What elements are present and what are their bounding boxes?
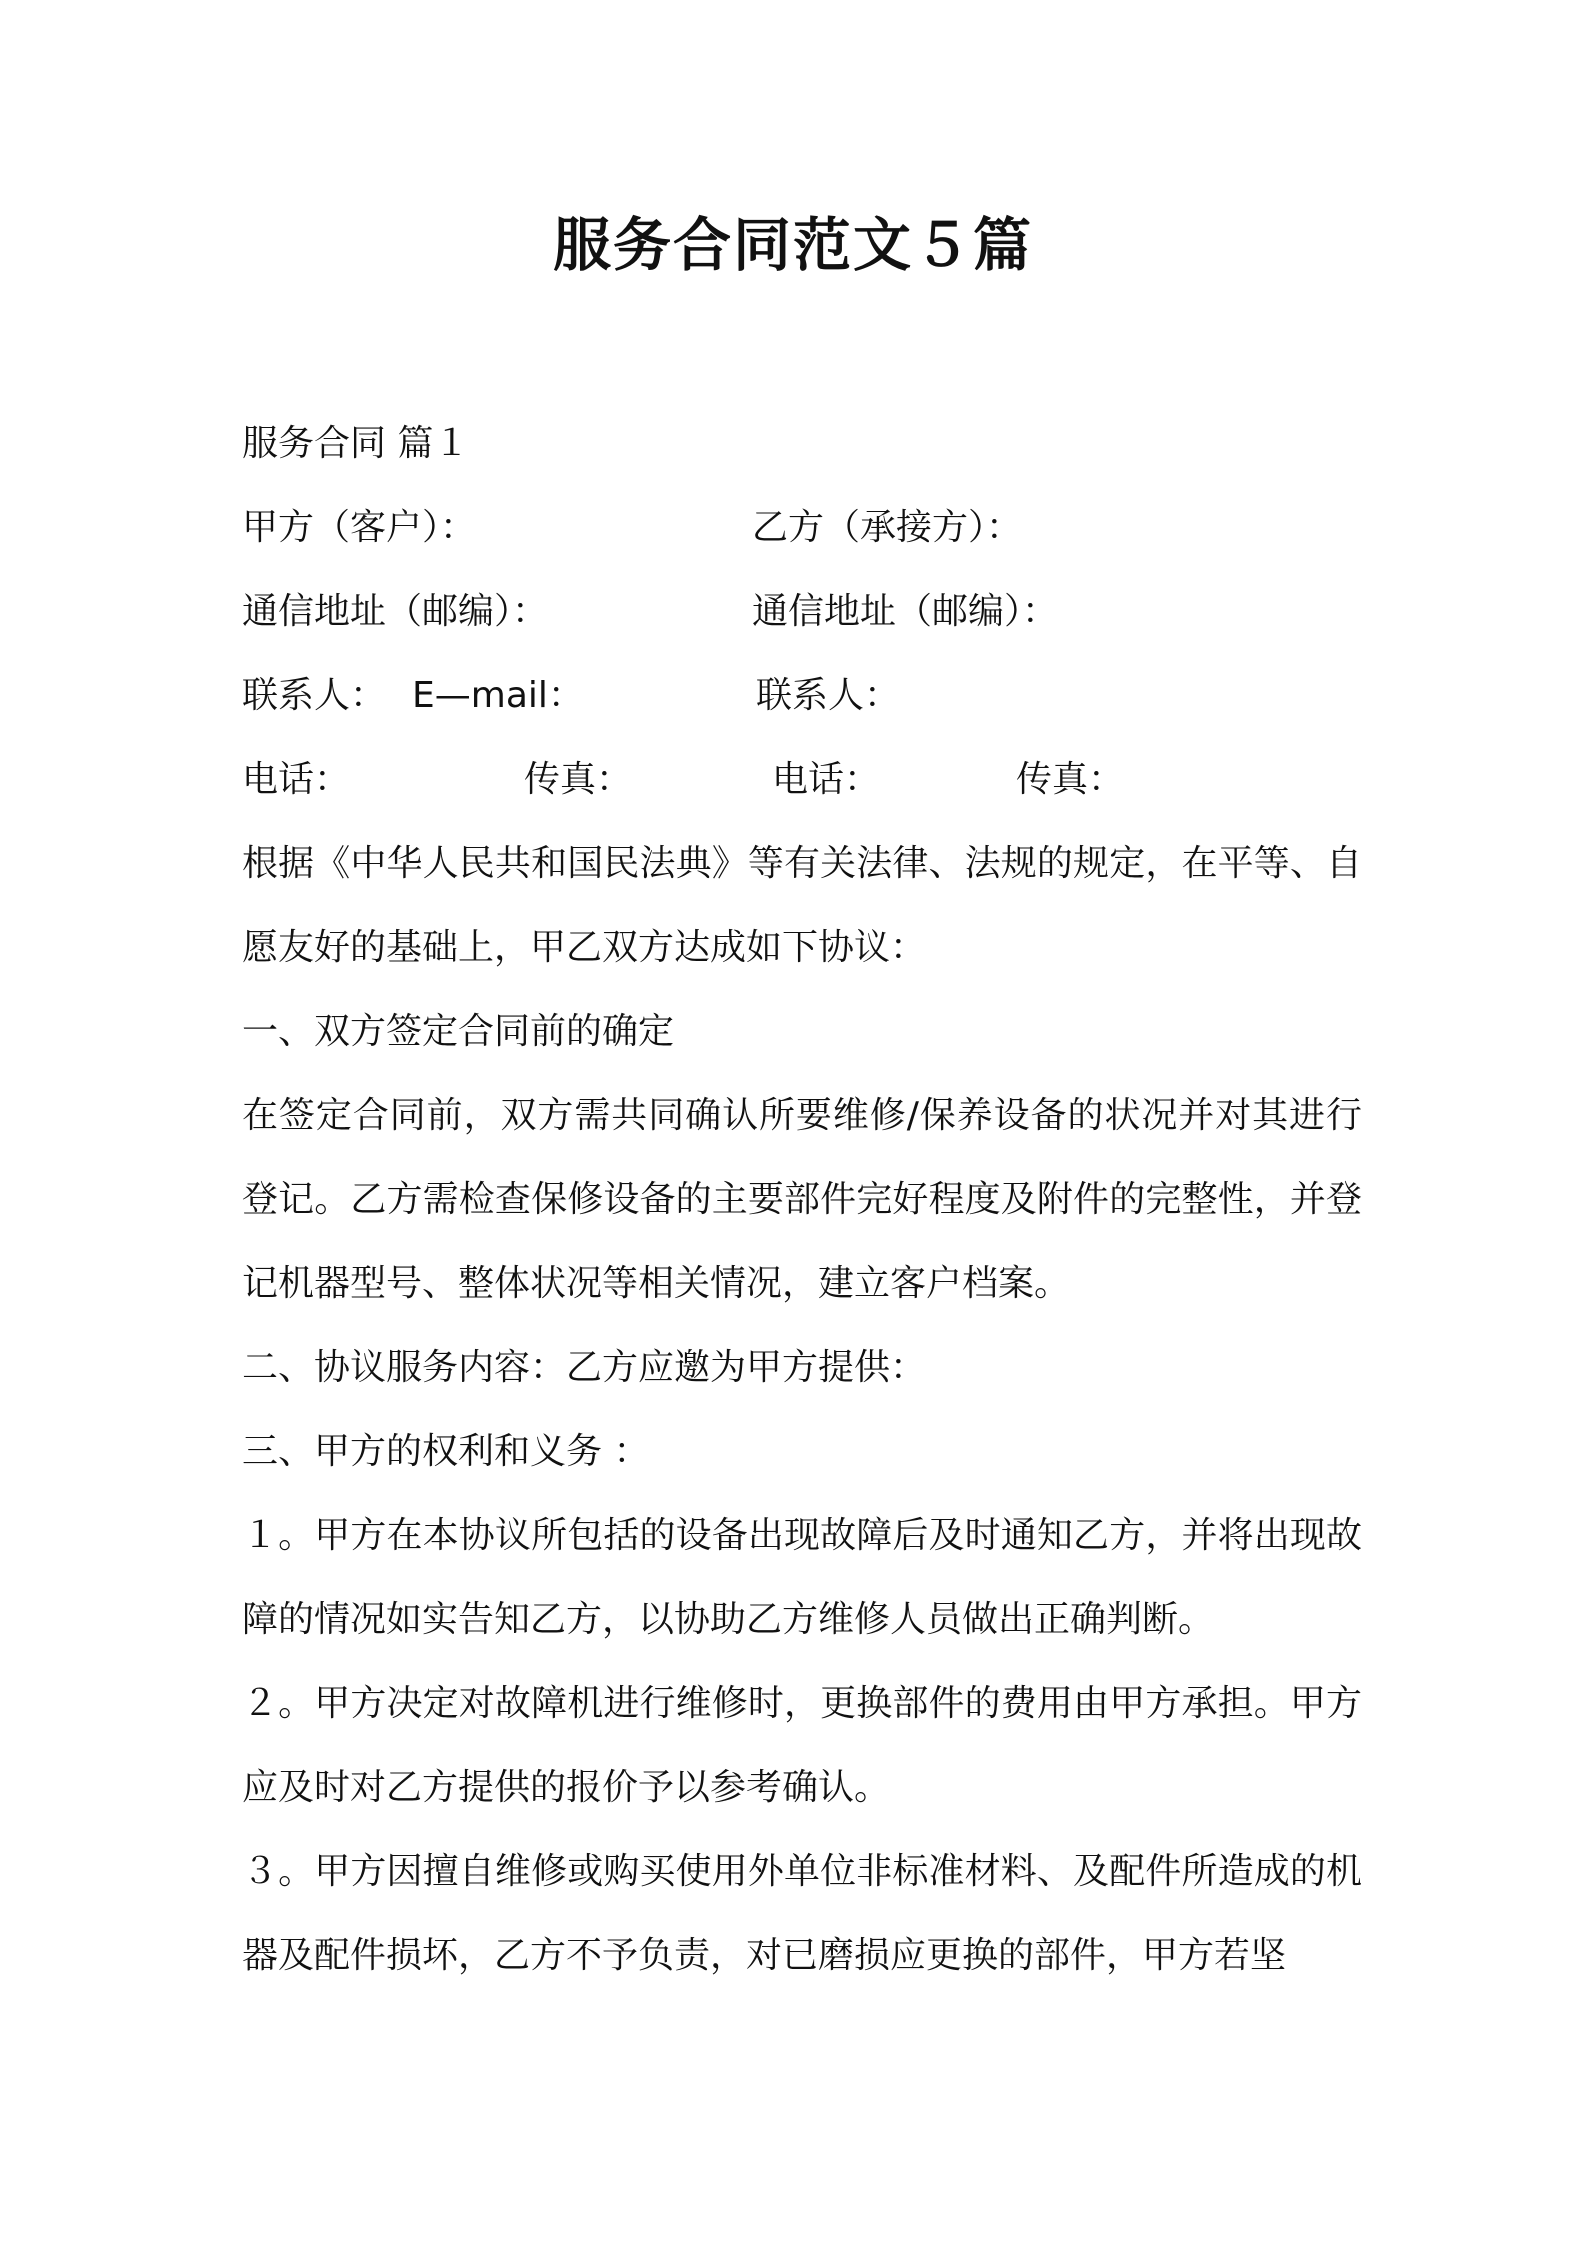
section-1-body: 在签定合同前，双方需共同确认所要维修/保养设备的状况并对其进行登记。乙方需检查保修设备的主要部件完好程度及附件的完整性，并登记机器型号、整体状况等相关情况，建立客户档案。 (242, 1095, 1362, 1304)
party-phone-row (242, 738, 1362, 822)
section-label-text: 服务合同 篇１ (242, 423, 470, 464)
party-names-row (242, 486, 1362, 570)
intro-paragraph: 根据《中华人民共和国民法典》等有关法律、法规的规定，在平等、自愿友好的基础上，甲乙双方达成如下协议： (242, 843, 1362, 968)
party-a-contact-label: 联系人： (242, 675, 387, 716)
party-a-phone-label: 电话： (242, 759, 351, 800)
party-b-address-label: 通信地址（邮编）： (752, 591, 1059, 632)
clause-3: ３。甲方因擅自维修或购买使用外单位非标准材料、及配件所造成的机器及配件损坏，乙方不予负责，对已磨损应更换的部件，甲方若坚 (242, 1851, 1362, 1976)
section-2-heading: 二、协议服务内容：乙方应邀为甲方提供： (242, 1347, 927, 1388)
party-b-phone-label: 电话： (772, 759, 881, 800)
party-b-fax-label: 传真： (1016, 759, 1125, 800)
party-b-contact-label: 联系人： (756, 675, 901, 716)
clause-1: １。甲方在本协议所包括的设备出现故障后及时通知乙方，并将出现故障的情况如实告知乙方，以协助乙方维修人员做出正确判断。 (242, 1515, 1362, 1640)
section-label (242, 402, 1362, 486)
party-contact-row (242, 654, 1362, 738)
party-a-address-label: 通信地址（邮编）： (242, 591, 549, 632)
section-1-heading: 一、双方签定合同前的确定 (242, 1011, 675, 1052)
party-b-label: 乙方（承接方）： (752, 507, 1023, 548)
document-title: 服务合同范文５篇 (552, 211, 1033, 279)
party-a-email-label: E—mail： (412, 675, 584, 716)
party-address-row (242, 570, 1362, 654)
party-a-label: 甲方（客户）： (242, 507, 477, 548)
party-a-fax-label: 传真： (524, 759, 633, 800)
section-3-heading: 三、甲方的权利和义务 ： (242, 1431, 650, 1472)
clause-2: ２。甲方决定对故障机进行维修时，更换部件的费用由甲方承担。甲方应及时对乙方提供的报价予以参考确认。 (242, 1683, 1362, 1808)
document-body (242, 402, 1362, 1998)
